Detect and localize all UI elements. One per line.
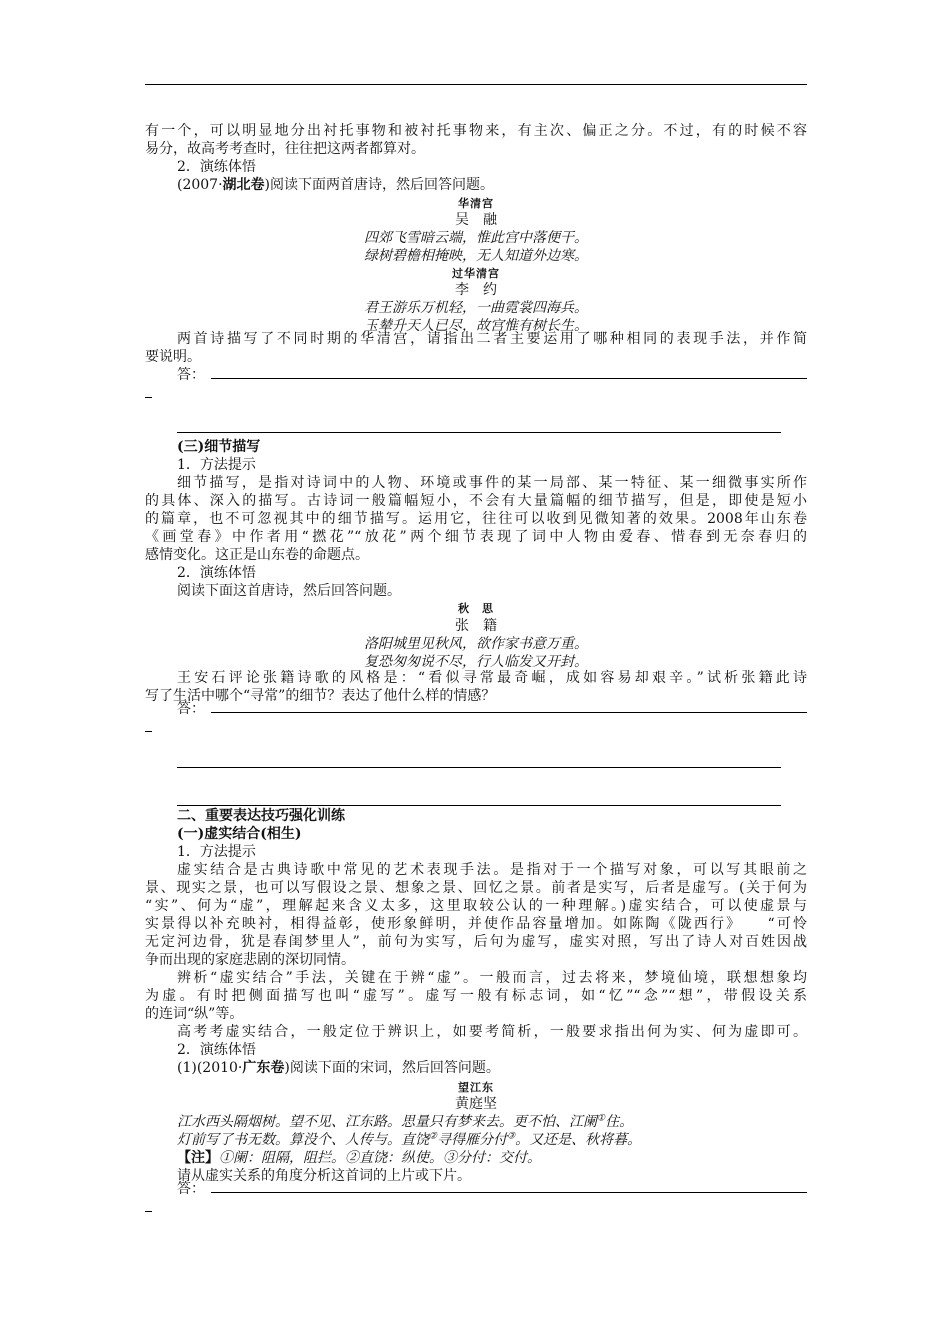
paragraph-line: “实”、何为“虚”，理解起来含义太多，这里取较公认的一种理解。)虚实结合，可以使虚景与 bbox=[145, 898, 807, 914]
poem-title: 华清宫 bbox=[458, 197, 494, 210]
poem-author: 李 约 bbox=[455, 282, 497, 298]
paragraph-line: 的连词“纵”等。 bbox=[145, 1006, 244, 1022]
poem-author: 张 籍 bbox=[455, 618, 497, 634]
paragraph-line: 高考考虚实结合，一般定位于辨识上，如要考简析，一般要求指出何为实、何为虚即可。 bbox=[177, 1024, 807, 1040]
poem-title: 过华清宫 bbox=[452, 267, 500, 280]
answer-label: 答： bbox=[177, 1181, 205, 1197]
section-heading: (三)细节描写 bbox=[177, 439, 261, 455]
paragraph-line: 细节描写，是指对诗词中的人物、环境或事件的某一局部、某一特征、某一细微事实所作 bbox=[177, 475, 807, 491]
answer-line bbox=[145, 397, 152, 398]
poem-title: 望江东 bbox=[458, 1081, 494, 1094]
paragraph-line: 的具体、深入的描写。古诗词一般篇幅短小，不会有大量篇幅的细节描写，但是，即使是短小 bbox=[145, 493, 807, 509]
practice-heading: 2．演练体悟 bbox=[177, 1042, 256, 1058]
answer-line bbox=[177, 767, 781, 768]
poem-line: 玉辇升天人已尽，故宫惟有树长生。 bbox=[364, 318, 588, 334]
question-line: 写了生活中哪个“寻常”的细节？表达了他什么样的情感？ bbox=[145, 688, 496, 704]
answer-label: 答： bbox=[177, 701, 205, 717]
paragraph-line: 感情变化。这正是山东卷的命题点。 bbox=[145, 547, 369, 563]
exercise-intro: (2007·湖北卷)阅读下面两首唐诗，然后回答问题。 bbox=[177, 177, 495, 193]
answer-label: 答： bbox=[177, 367, 205, 383]
question-line: 两首诗描写了不同时期的华清宫，请指出二者主要运用了哪种相同的表现手法，并作简 bbox=[177, 331, 807, 347]
paragraph-line: 实景得以补充映衬，相得益彰，使形象鲜明，并使作品容量增加。如陈陶《陇西行》 “可怜 bbox=[145, 916, 807, 932]
paragraph-line: 为虚。有时把侧面描写也叫“虚写”。虚写一般有标志词，如“忆”“念”“想”，带假设关系 bbox=[145, 988, 807, 1004]
header-rule bbox=[145, 84, 807, 85]
answer-line bbox=[211, 378, 807, 379]
exercise-intro: 阅读下面这首唐诗，然后回答问题。 bbox=[177, 583, 401, 599]
paragraph-line: 景、现实之景，也可以写假设之景、想象之景、回忆之景。前者是实写，后者是虚写。(关于何为 bbox=[145, 880, 807, 896]
paragraph-line: 虚实结合是古典诗歌中常见的艺术表现手法。是指对于一个描写对象，可以写其眼前之 bbox=[177, 862, 807, 878]
subsection-heading: (一)虚实结合(相生) bbox=[177, 826, 302, 842]
answer-line bbox=[177, 432, 781, 433]
question-line: 要说明。 bbox=[145, 349, 201, 365]
poem-line: 四郊飞雪暗云端，惟此宫中落便干。 bbox=[364, 230, 588, 246]
paragraph-line: 有一个，可以明显地分出衬托事物和被衬托事物来，有主次、偏正之分。不过，有的时候不容 bbox=[145, 123, 807, 139]
poem-note: 【注】①阑：阻隔，阻拦。②直饶：纵使。③分付：交付。 bbox=[177, 1150, 541, 1166]
poem-line: 灯前写了书无数。算没个、人传与。直饶②寻得雁分付③。又还是、秋将暮。 bbox=[177, 1131, 642, 1148]
paragraph-line: 无定河边骨，犹是春闺梦里人”，前句为实写，后句为虚写，虚实对照，写出了诗人对百姓因战 bbox=[145, 934, 807, 950]
poem-line: 江水西头隔烟树。望不见、江东路。思量只有梦来去。更不怕、江阑①住。 bbox=[177, 1113, 634, 1130]
paragraph-line: 的篇章，也不可忽视其中的细节描写。运用它，往往可以收到见微知著的效果。2008年山东卷 bbox=[145, 511, 807, 527]
poem-author: 吴 融 bbox=[455, 212, 497, 228]
method-heading: 1．方法提示 bbox=[177, 457, 256, 473]
question-line: 请从虚实关系的角度分析这首词的上片或下片。 bbox=[177, 1168, 471, 1184]
poem-line: 复恐匆匆说不尽，行人临发又开封。 bbox=[364, 654, 588, 670]
answer-line bbox=[145, 731, 152, 732]
paragraph-line: 易分，故高考考查时，往往把这两者都算对。 bbox=[145, 141, 425, 157]
answer-line bbox=[211, 1192, 807, 1193]
question-line: 王安石评论张籍诗歌的风格是：“看似寻常最奇崛，成如容易却艰辛。”试析张籍此诗 bbox=[177, 670, 807, 686]
poem-author: 黄庭坚 bbox=[455, 1096, 497, 1112]
paragraph-line: 《画堂春》中作者用“撚花”“放花”两个细节表现了词中人物由爱春、惜春到无奈春归的 bbox=[145, 529, 807, 545]
practice-heading: 2．演练体悟 bbox=[177, 565, 256, 581]
paragraph-line: 辨析“虚实结合”手法，关键在于辨“虚”。一般而言，过去将来，梦境仙境，联想想象均 bbox=[177, 970, 807, 986]
poem-line: 洛阳城里见秋风，欲作家书意万重。 bbox=[364, 636, 588, 652]
poem-title: 秋 思 bbox=[458, 602, 494, 615]
paragraph-line: 争而出现的家庭悲剧的深切同情。 bbox=[145, 952, 355, 968]
section-heading: 二、重要表达技巧强化训练 bbox=[177, 808, 345, 824]
answer-line bbox=[145, 1211, 152, 1212]
practice-heading: 2．演练体悟 bbox=[177, 159, 256, 175]
answer-line bbox=[177, 805, 781, 806]
answer-line bbox=[211, 712, 807, 713]
poem-line: 君王游乐万机轻，一曲霓裳四海兵。 bbox=[364, 300, 588, 316]
method-heading: 1．方法提示 bbox=[177, 844, 256, 860]
poem-line: 绿树碧檐相掩映，无人知道外边寒。 bbox=[364, 248, 588, 264]
exercise-intro: (1)(2010·广东卷)阅读下面的宋词，然后回答问题。 bbox=[177, 1060, 500, 1076]
